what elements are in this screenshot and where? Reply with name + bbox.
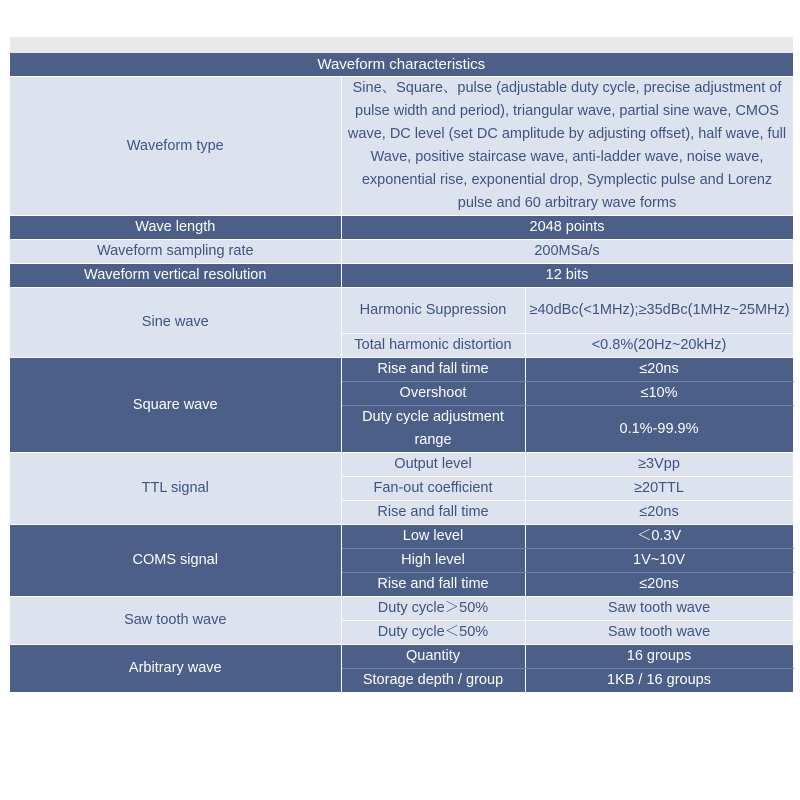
harmonic-suppression-value: ≥40dBc(<1MHz);≥35dBc(1MHz~25MHz) [525,288,793,334]
waveform-type-label: Waveform type [10,77,341,216]
duty-cycle-range-value: 0.1%-99.9% [525,406,793,453]
coms-rise-fall-value: ≤20ns [525,573,793,597]
sampling-rate-value: 200MSa/s [341,240,793,264]
sampling-rate-label: Waveform sampling rate [10,240,341,264]
fan-out-label: Fan-out coefficient [341,477,525,501]
low-level-value: ＜0.3V [525,525,793,549]
square-wave-label: Square wave [10,358,341,453]
square-rise-fall-value: ≤20ns [525,358,793,382]
table-title: Waveform characteristics [10,53,793,77]
square-wave-row [10,358,793,382]
table-header-row [10,53,793,77]
ttl-signal-label: TTL signal [10,453,341,525]
saw-tooth-row [10,597,793,621]
output-level-label: Output level [341,453,525,477]
vertical-resolution-label: Waveform vertical resolution [10,264,341,288]
saw-tooth-label: Saw tooth wave [10,597,341,645]
waveform-type-value: Sine、Square、pulse (adjustable duty cycle, precise adjustment of pulse width and period), triangular wave, partial sine wave, CMOS wave, DC level (set DC amplitude by adjusting offset), half wave, full Wave, positive staircase wave, anti-ladder wave, noise wave, exponential rise, exponential drop, Symplectic pulse and Lorenz pulse and 60 arbitrary wave forms [341,77,793,216]
square-rise-fall-label: Rise and fall time [341,358,525,382]
thd-value: <0.8%(20Hz~20kHz) [525,334,793,358]
coms-rise-fall-label: Rise and fall time [341,573,525,597]
duty-cycle-under-value: Saw tooth wave [525,621,793,645]
coms-signal-row [10,525,793,549]
harmonic-suppression-label: Harmonic Suppression [341,288,525,334]
duty-cycle-under-label: Duty cycle＜50% [341,621,525,645]
sine-wave-row [10,288,793,334]
storage-depth-value: 1KB / 16 groups [525,669,793,693]
ttl-rise-fall-value: ≤20ns [525,501,793,525]
sampling-rate-row [10,240,793,264]
coms-signal-label: COMS signal [10,525,341,597]
high-level-label: High level [341,549,525,573]
wave-length-value: 2048 points [341,216,793,240]
quantity-value: 16 groups [525,645,793,669]
high-level-value: 1V~10V [525,549,793,573]
thd-label: Total harmonic distortion [341,334,525,358]
ttl-signal-row [10,453,793,477]
low-level-label: Low level [341,525,525,549]
duty-cycle-range-label: Duty cycle adjustment range [341,406,525,453]
overshoot-label: Overshoot [341,382,525,406]
waveform-spec-table [10,53,794,693]
quantity-label: Quantity [341,645,525,669]
wave-length-row [10,216,793,240]
arbitrary-wave-label: Arbitrary wave [10,645,341,693]
storage-depth-label: Storage depth / group [341,669,525,693]
duty-cycle-over-value: Saw tooth wave [525,597,793,621]
ttl-rise-fall-label: Rise and fall time [341,501,525,525]
arbitrary-wave-row [10,645,793,669]
vertical-resolution-row [10,264,793,288]
wave-length-label: Wave length [10,216,341,240]
output-level-value: ≥3Vpp [525,453,793,477]
duty-cycle-over-label: Duty cycle＞50% [341,597,525,621]
spec-sheet [10,37,793,686]
fan-out-value: ≥20TTL [525,477,793,501]
sine-wave-label: Sine wave [10,288,341,358]
vertical-resolution-value: 12 bits [341,264,793,288]
waveform-type-row [10,77,793,216]
overshoot-value: ≤10% [525,382,793,406]
